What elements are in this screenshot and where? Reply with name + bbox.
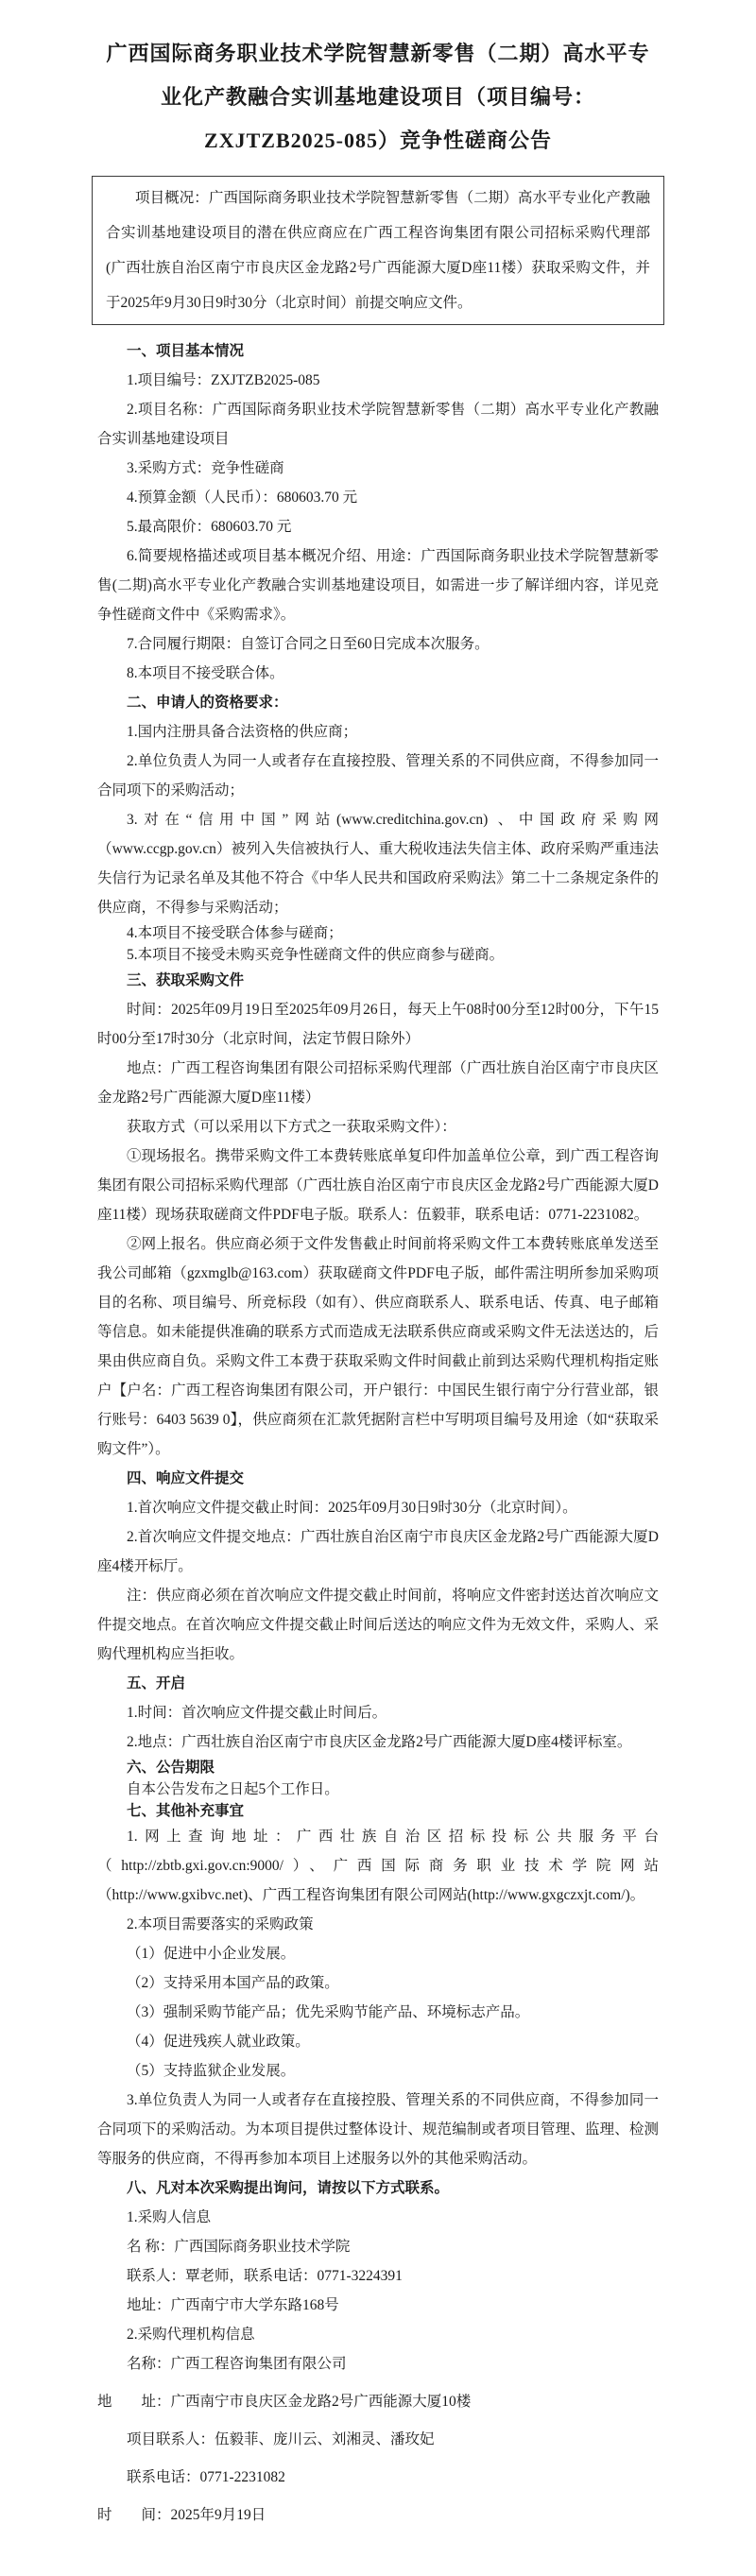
overview-box bbox=[92, 176, 664, 325]
paragraph: 名 称：广西国际商务职业技术学院 bbox=[127, 2239, 351, 2255]
paragraph: 2.地点：广西壮族自治区南宁市良庆区金龙路2号广西能源大厦D座4楼评标室。 bbox=[127, 1734, 632, 1750]
document-body bbox=[97, 336, 659, 2530]
paragraph: 2.首次响应文件提交地点：广西壮族自治区南宁市良庆区金龙路2号广西能源大厦D座4楼开标厅。 bbox=[97, 1529, 659, 1574]
paragraph: （1）促进中小企业发展。 bbox=[127, 1946, 296, 1962]
section-heading: 五、开启 bbox=[127, 1675, 186, 1692]
paragraph: 7.合同履行期限：自签订合同之日至60日完成本次服务。 bbox=[127, 636, 490, 652]
paragraph: ②网上报名。供应商必须于文件发售截止时间前将采购文件工本费转账底单发送至我公司邮箱（gzxmglb@163.com）获取磋商文件PDF电子版，邮件需注明所参加采购项目的名称、项目编号、所竞标段（如有）、供应商联系人、联系电话、传真、电子邮箱等信息。如未能提供准确的联系方式而造成无法联系供应商或采购文件无法送达的，后果由供应商自负。采购文件工本费于获取采购文件时间截止前到达采购代理机构指定账户【户名：广西工程咨询集团有限公司，开户银行：中国民生银行南宁分行营业部，银行账号：6403 5639 0】，供应商须在汇款凭据附言栏中写明项目编号及用途（如“获取采购文件”）。 bbox=[97, 1236, 659, 1457]
paragraph: 名称：广西工程咨询集团有限公司 bbox=[127, 2356, 347, 2372]
paragraph: 注：供应商必须在首次响应文件提交截止时间前，将响应文件密封送达首次响应文件提交地点。在首次响应文件提交截止时间后送达的响应文件为无效文件，采购人、采购代理机构应当拒收。 bbox=[97, 1588, 659, 1662]
section-heading: 三、获取采购文件 bbox=[127, 972, 245, 988]
paragraph: 时间：2025年09月19日至2025年09月26日，每天上午08时00分至12时00分，下午15时00分至17时30分（北京时间，法定节假日除外） bbox=[97, 1002, 659, 1047]
paragraph: （4）促进残疾人就业政策。 bbox=[127, 2034, 310, 2050]
paragraph: 地 址：广西南宁市良庆区金龙路2号广西能源大厦10楼 bbox=[97, 2394, 472, 2410]
paragraph: 时 间：2025年9月19日 bbox=[97, 2507, 266, 2523]
paragraph: 3.采购方式：竞争性磋商 bbox=[127, 460, 284, 476]
paragraph: 5.本项目不接受未购买竞争性磋商文件的供应商参与磋商。 bbox=[127, 947, 505, 963]
paragraph: 1.项目编号：ZXJTZB2025-085 bbox=[127, 372, 320, 388]
paragraph: 3.单位负责人为同一人或者存在直接控股、管理关系的不同供应商，不得参加同一合同项下的采购活动。为本项目提供过整体设计、规范编制或者项目管理、监理、检测等服务的供应商，不得再参加本项目上述服务以外的其他采购活动。 bbox=[97, 2092, 659, 2167]
paragraph: 6.简要规格描述或项目基本概况介绍、用途：广西国际商务职业技术学院智慧新零售(二期)高水平专业化产教融合实训基地建设项目，如需进一步了解详细内容，详见竞争性磋商文件中《采购需求》。 bbox=[97, 548, 659, 623]
paragraph: （2）支持采用本国产品的政策。 bbox=[127, 1975, 339, 1991]
paragraph: 1.网上查询地址：广西壮族自治区招标投标公共服务平台（http://zbtb.gxi.gov.cn:9000/）、广西国际商务职业技术学院网站（http://www.gxibvc.net)、广西工程咨询集团有限公司网站(http://www.gxgczxjt.com/)。 bbox=[97, 1829, 659, 1903]
paragraph: 1.时间：首次响应文件提交截止时间后。 bbox=[127, 1705, 387, 1721]
paragraph: ①现场报名。携带采购文件工本费转账底单复印件加盖单位公章，到广西工程咨询集团有限公司招标采购代理部（广西壮族自治区南宁市良庆区金龙路2号广西能源大厦D座11楼）现场获取磋商文件PDF电子版。联系人：伍毅菲，联系电话：0771-2231082。 bbox=[97, 1148, 659, 1223]
paragraph: 1.国内注册具备合法资格的供应商； bbox=[127, 724, 358, 740]
paragraph: 4.预算金额（人民币）：680603.70 元 bbox=[127, 489, 358, 506]
paragraph: 2.本项目需要落实的采购政策 bbox=[127, 1916, 314, 1932]
section-heading: 六、公告期限 bbox=[127, 1760, 215, 1776]
section-heading: 八、凡对本次采购提出询问，请按以下方式联系。 bbox=[127, 2180, 450, 2196]
section-heading: 二、申请人的资格要求： bbox=[127, 695, 288, 711]
paragraph: 4.本项目不接受联合体参与磋商； bbox=[127, 925, 343, 941]
paragraph: 地址：广西南宁市大学东路168号 bbox=[127, 2297, 339, 2313]
section-heading: 七、其他补充事宜 bbox=[127, 1803, 245, 1819]
paragraph: 3.对在“信用中国”网站(www.creditchina.gov.cn) 、中国政府采购网（www.ccgp.gov.cn）被列入失信被执行人、重大税收违法失信主体、政府采购严重违法失信行为记录名单及其他不符合《中华人民共和国政府采购法》第二十二条规定条件的供应商，不得参与采购活动； bbox=[97, 812, 659, 916]
paragraph: 1.采购人信息 bbox=[127, 2209, 212, 2225]
paragraph: 自本公告发布之日起5个工作日。 bbox=[127, 1781, 339, 1797]
paragraph: 5.最高限价：680603.70 元 bbox=[127, 519, 292, 535]
section-heading: 一、项目基本情况 bbox=[127, 343, 245, 359]
paragraph: 地点：广西工程咨询集团有限公司招标采购代理部（广西壮族自治区南宁市良庆区金龙路2号广西能源大厦D座11楼） bbox=[97, 1060, 659, 1106]
paragraph: 1.首次响应文件提交截止时间：2025年09月30日9时30分（北京时间）。 bbox=[127, 1500, 577, 1516]
paragraph: 2.项目名称：广西国际商务职业技术学院智慧新零售（二期）高水平专业化产教融合实训基地建设项目 bbox=[97, 402, 659, 447]
paragraph: 项目联系人：伍毅菲、庞川云、刘湘灵、潘玫妃 bbox=[127, 2431, 435, 2447]
section-heading: 四、响应文件提交 bbox=[127, 1470, 245, 1486]
paragraph: 8.本项目不接受联合体。 bbox=[127, 665, 284, 681]
overview-text: 项目概况：广西国际商务职业技术学院智慧新零售（二期）高水平专业化产教融合实训基地建设项目的潜在供应商应在广西工程咨询集团有限公司招标采购代理部(广西壮族自治区南宁市良庆区金龙路2号广西能源大厦D座11楼）获取采购文件，并于2025年9月30日9时30分（北京时间）前提交响应文件。 bbox=[106, 190, 650, 311]
paragraph: （5）支持监狱企业发展。 bbox=[127, 2063, 296, 2079]
page-title: 广西国际商务职业技术学院智慧新零售（二期）高水平专业化产教融合实训基地建设项目（项目编号：ZXJTZB2025-085）竞争性磋商公告 bbox=[106, 42, 650, 152]
paragraph: 联系电话：0771-2231082 bbox=[127, 2469, 285, 2485]
paragraph: （3）强制采购节能产品；优先采购节能产品、环境标志产品。 bbox=[127, 2004, 530, 2020]
paragraph: 2.采购代理机构信息 bbox=[127, 2327, 255, 2343]
paragraph: 联系人：覃老师，联系电话：0771-3224391 bbox=[127, 2268, 403, 2284]
paragraph: 获取方式（可以采用以下方式之一获取采购文件）： bbox=[127, 1119, 456, 1135]
paragraph: 2.单位负责人为同一人或者存在直接控股、管理关系的不同供应商，不得参加同一合同项下的采购活动； bbox=[97, 753, 659, 799]
